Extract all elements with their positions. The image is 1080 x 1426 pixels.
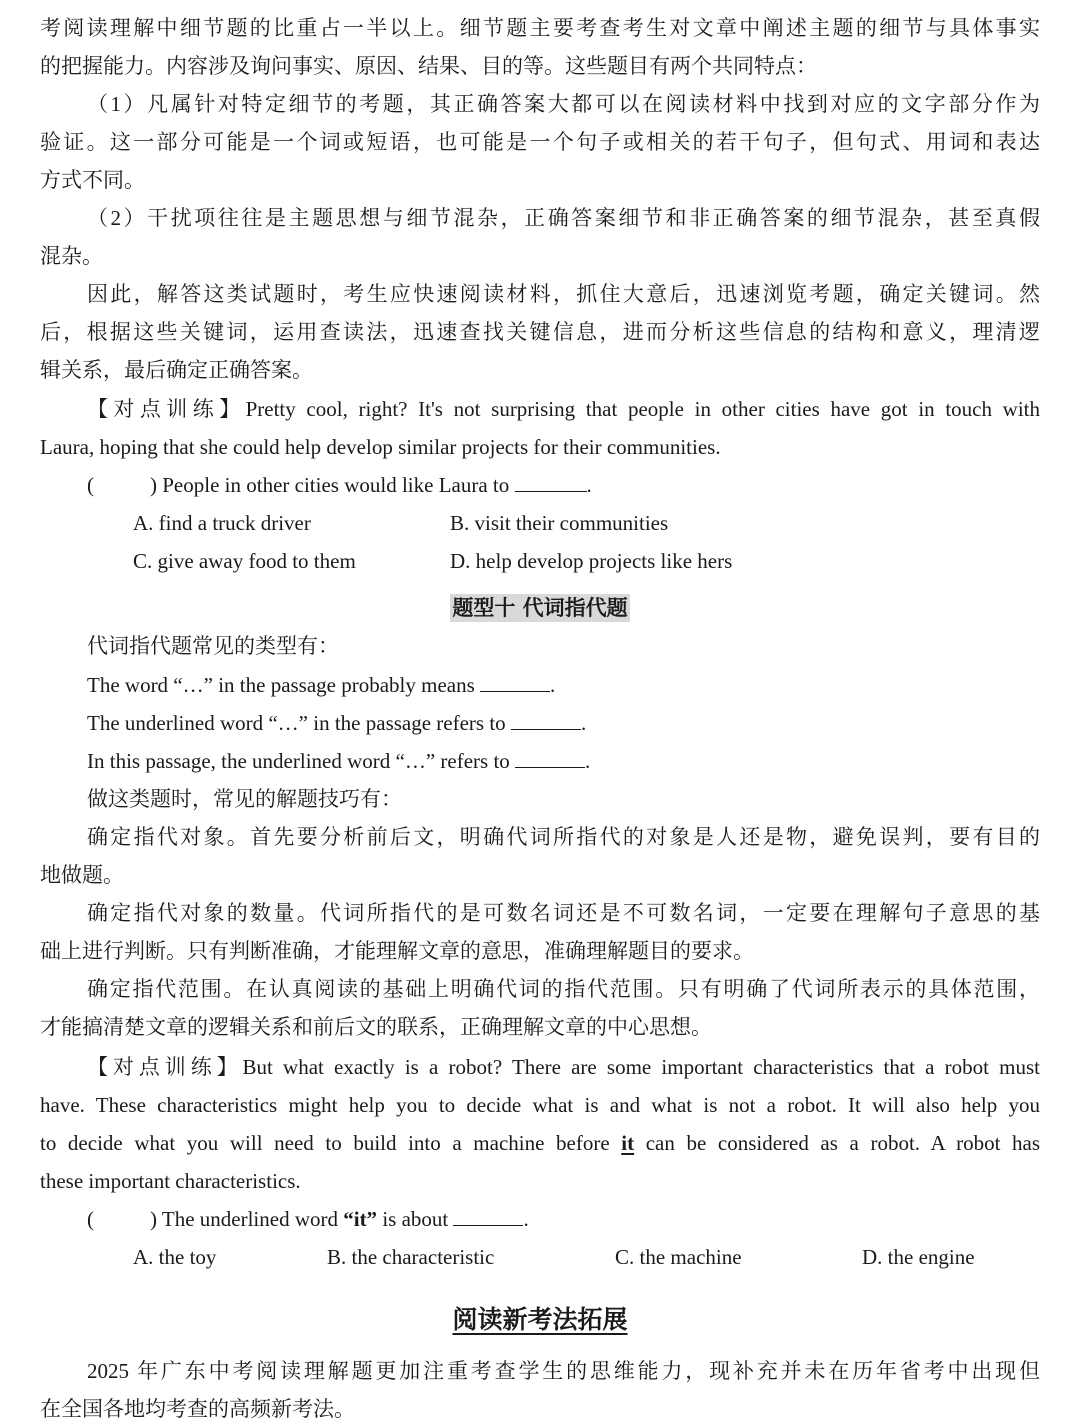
- question-type-text: The word “…” in the passage probably means: [87, 673, 475, 697]
- paragraph-line: 础上进行判断。只有判断准确，才能理解文章的意思，准确理解题目的要求。: [40, 939, 754, 963]
- option-c: C. give away food to them: [133, 549, 356, 573]
- fill-blank: [511, 709, 581, 730]
- paragraph-line: 后，根据这些关键词，运用查读法，迅速查找关键信息，进而分析这些信息的结构和意义，理清逻: [40, 320, 1040, 344]
- practice-passage-line: [40, 1128, 1040, 1158]
- paragraph-line: （2）干扰项往往是主题思想与细节混杂，正确答案细节和非正确答案的细节混杂，甚至真假: [87, 206, 1040, 230]
- option-d: D. the engine: [862, 1245, 975, 1269]
- question-2-text: ) The underlined word: [150, 1207, 338, 1231]
- question-1-text: ) People in other cities would like Laura to: [150, 473, 510, 497]
- question-type-line: [87, 670, 1080, 700]
- paragraph-line: 确定指代对象。首先要分析前后文，明确代词所指代的对象是人还是物，避免误判，要有目的: [87, 825, 1040, 849]
- practice-passage-line: Laura, hoping that she could help develop similar projects for their communities.: [40, 435, 721, 459]
- option-c: C. the machine: [615, 1245, 742, 1269]
- fill-blank: [515, 747, 585, 768]
- practice-passage-line: have. These characteristics might help you to decide what is and what is not a robot. It will also help you: [40, 1093, 1040, 1117]
- quoted-word: “it”: [343, 1207, 378, 1231]
- underlined-word: it: [621, 1131, 635, 1155]
- question-2-text: is about: [382, 1207, 449, 1231]
- section-heading-text: 阅读新考法拓展: [452, 1305, 628, 1334]
- answer-paren-open: (: [87, 473, 94, 497]
- option-b: B. visit their communities: [450, 511, 669, 535]
- option-b: B. the characteristic: [327, 1245, 495, 1269]
- question-type-line: [87, 708, 1080, 738]
- practice-passage-line: these important characteristics.: [40, 1169, 301, 1193]
- question-type-text: In this passage, the underlined word “…” refers to: [87, 749, 510, 773]
- paragraph-line: 在全国各地均考查的高频新考法。: [40, 1397, 355, 1421]
- practice-passage-line: 【对点训练】But what exactly is a robot? There are some important characteristics that a robot must: [87, 1055, 1040, 1079]
- option-d: D. help develop projects like hers: [450, 549, 733, 573]
- passage-text: can be considered as a robot. A robot has: [645, 1131, 1041, 1155]
- paragraph-line: 确定指代范围。在认真阅读的基础上明确代词的指代范围。只有明确了代词所表示的具体范围，: [87, 977, 1040, 1001]
- section-heading: [0, 1303, 1080, 1337]
- section-heading: [0, 591, 1080, 625]
- paragraph-line: 2025 年广东中考阅读理解题更加注重考查学生的思维能力，现补充并未在历年省考中出现但: [87, 1359, 1040, 1383]
- paragraph-line: 做这类题时，常见的解题技巧有：: [87, 787, 402, 811]
- question-2-end: .: [523, 1207, 529, 1231]
- paragraph-line: 验证。这一部分可能是一个词或短语，也可能是一个句子或相关的若干句子，但句式、用词和表达: [40, 130, 1040, 154]
- paragraph-line: （1）凡属针对特定细节的考题，其正确答案大都可以在阅读材料中找到对应的文字部分作为: [87, 92, 1040, 116]
- question-type-line: [87, 746, 1080, 776]
- question-1: [87, 470, 1040, 500]
- paragraph-line: 的把握能力。内容涉及询问事实、原因、结果、目的等。这些题目有两个共同特点：: [40, 54, 817, 78]
- period: .: [550, 673, 556, 697]
- option-a: A. find a truck driver: [133, 511, 311, 535]
- question-type-text: The underlined word “…” in the passage refers to: [87, 711, 506, 735]
- paragraph-line: 方式不同。: [40, 168, 145, 192]
- paragraph-line: 因此，解答这类试题时，考生应快速阅读材料，抓住大意后，迅速浏览考题，确定关键词。然: [87, 282, 1040, 306]
- period: .: [585, 749, 591, 773]
- paragraph-line: 考阅读理解中细节题的比重占一半以上。细节题主要考查考生对文章中阐述主题的细节与具体事实: [40, 16, 1040, 40]
- question-2: [87, 1204, 1040, 1234]
- passage-text: to decide what you will need to build into a machine before: [40, 1131, 610, 1155]
- paragraph-line: 辑关系，最后确定正确答案。: [40, 358, 313, 382]
- option-a: A. the toy: [133, 1245, 217, 1269]
- answer-paren-open: (: [87, 1207, 94, 1231]
- paragraph-line: 地做题。: [40, 863, 124, 887]
- paragraph-line: 才能搞清楚文章的逻辑关系和前后文的联系，正确理解文章的中心思想。: [40, 1015, 712, 1039]
- fill-blank: [453, 1205, 523, 1226]
- section-heading-text: 题型十 代词指代题: [452, 596, 628, 620]
- fill-blank: [480, 671, 550, 692]
- paragraph-line: 确定指代对象的数量。代词所指代的是可数名词还是不可数名词，一定要在理解句子意思的基: [87, 901, 1040, 925]
- period: .: [580, 711, 587, 735]
- practice-passage-line: 【对点训练】Pretty cool, right? It's not surprising that people in other cities have got in touch with: [87, 397, 1040, 421]
- paragraph-line: 混杂。: [40, 244, 103, 268]
- question-1-end: .: [586, 473, 592, 497]
- paragraph-line: 代词指代题常见的类型有：: [87, 634, 339, 658]
- fill-blank: [515, 471, 587, 492]
